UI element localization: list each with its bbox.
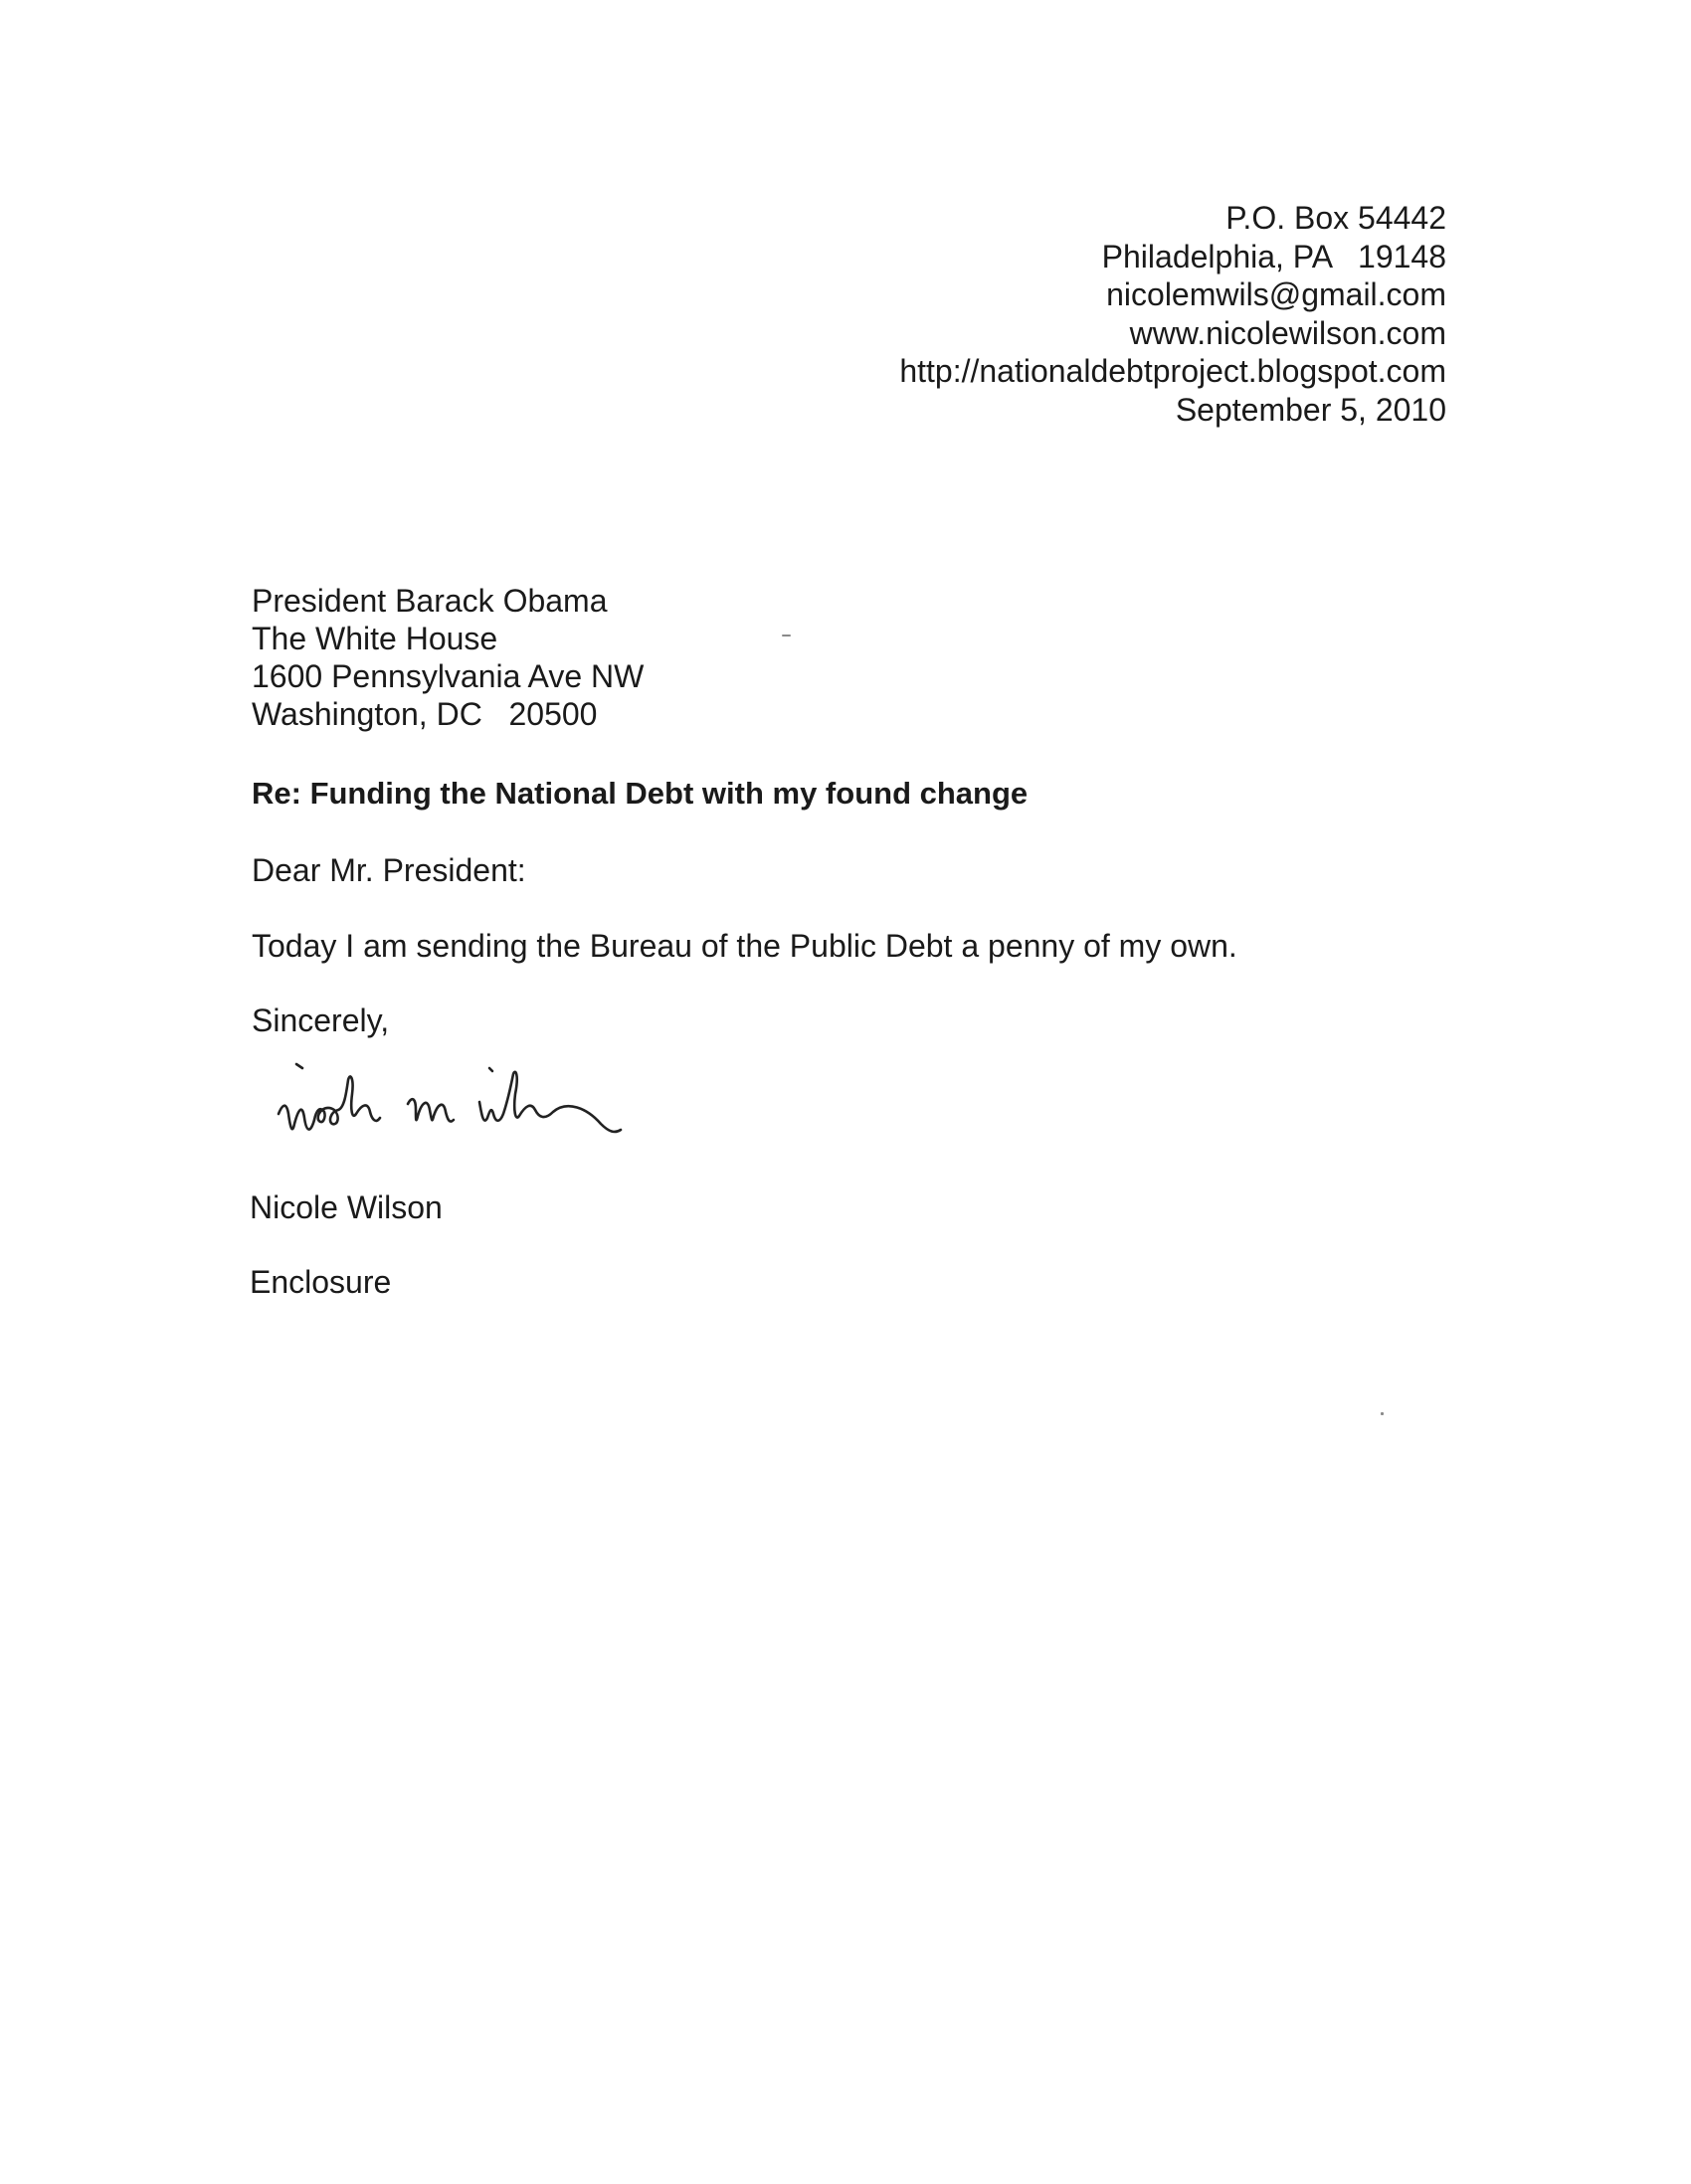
signer-name: Nicole Wilson (250, 1189, 443, 1225)
enclosure-note: Enclosure (250, 1264, 392, 1300)
letter-date: September 5, 2010 (1175, 391, 1446, 428)
closing: Sincerely, (252, 1002, 390, 1038)
recipient-address-block (252, 582, 644, 733)
salutation: Dear Mr. President: (252, 852, 526, 888)
sender-city-line: Philadelphia, PA 19148 (1101, 238, 1446, 274)
recipient-city-line: Washington, DC 20500 (252, 696, 598, 732)
recipient-organization: The White House (252, 621, 498, 656)
sender-po-box: P.O. Box 54442 (1225, 200, 1446, 236)
sender-email: nicolemwils@gmail.com (1106, 276, 1446, 312)
subject-line: Re: Funding the National Debt with my found change (252, 776, 1029, 811)
scan-speck (782, 635, 791, 637)
sender-address-block (899, 199, 1446, 429)
handwritten-signature (259, 1054, 756, 1164)
sender-website: www.nicolewilson.com (1129, 314, 1446, 351)
letter-body: Today I am sending the Bureau of the Public Debt a penny of my own. (252, 928, 1237, 964)
sender-blog: http://nationaldebtproject.blogspot.com (899, 353, 1446, 389)
recipient-street: 1600 Pennsylvania Ave NW (252, 658, 645, 694)
recipient-name: President Barack Obama (252, 583, 608, 619)
scan-speck (1381, 1412, 1384, 1415)
